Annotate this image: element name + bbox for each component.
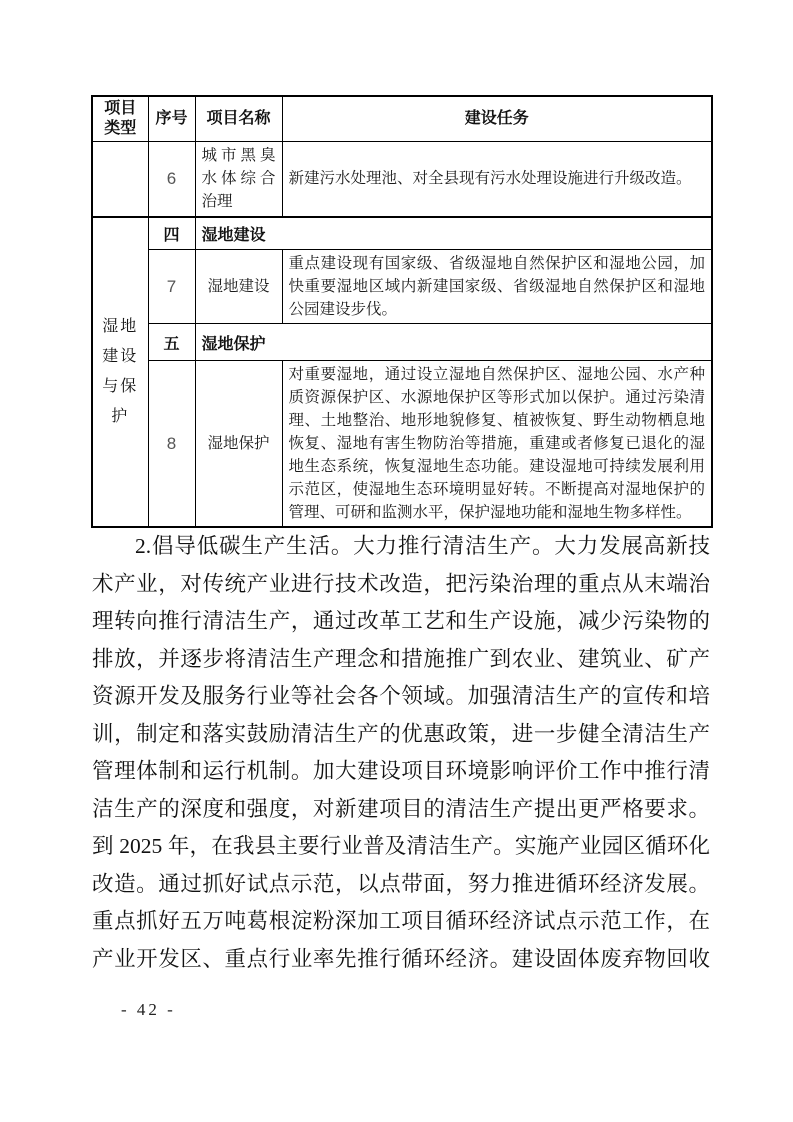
project-type-empty-cell — [92, 142, 148, 217]
header-serial-number: 序号 — [148, 96, 195, 142]
body-paragraph — [92, 528, 710, 978]
header-project-name: 项目名称 — [195, 96, 282, 142]
table-section-row-5 — [92, 324, 712, 361]
table-section-row-4 — [92, 217, 712, 250]
section-number-cell: 五 — [148, 324, 195, 361]
group-label: 湿地建设与保护 — [102, 317, 139, 425]
paragraph-line: 产业开发区、重点行业率先推行循环经济。建设固体废弃物回收 — [92, 946, 710, 971]
row-number-cell: 7 — [148, 250, 195, 324]
header-construction-task: 建设任务 — [282, 96, 712, 142]
table-row-7 — [92, 250, 712, 324]
row-number-cell: 6 — [148, 142, 195, 217]
project-table — [91, 95, 713, 528]
paragraph-line: 到 2025 年，在我县主要行业普及清洁生产。实施产业园区循环化 — [92, 834, 710, 858]
table-header-row — [92, 96, 712, 142]
section-title-cell: 湿地建设 — [195, 217, 712, 250]
header-project-type: 项目类型 — [92, 96, 148, 142]
section-title-cell: 湿地保护 — [195, 324, 712, 361]
table-row-8 — [92, 361, 712, 528]
paragraph-line: 资源开发及服务行业等社会各个领域。加强清洁生产的宣传和培 — [92, 684, 710, 708]
paragraph-line: 2.倡导低碳生产生活。大力推行清洁生产。大力发展高新技 — [135, 534, 710, 558]
project-type-group-cell — [92, 217, 148, 528]
table-row-6 — [92, 142, 712, 217]
paragraph-line: 改造。通过抓好试点示范，以点带面，努力推进循环经济发展。 — [92, 871, 710, 896]
page-number: - 42 - — [121, 1000, 176, 1019]
paragraph-line: 管理体制和运行机制。加大建设项目环境影响评价工作中推行清 — [92, 759, 710, 783]
task-cell: 重点建设现有国家级、省级湿地自然保护区和湿地公园，加快重要湿地区域内新建国家级、省级湿地自然保护区和湿地公园建设步伐。 — [282, 250, 712, 324]
paragraph-line: 术产业，对传统产业进行技术改造，把污染治理的重点从末端治 — [92, 571, 710, 596]
project-name-cell: 湿地建设 — [195, 250, 282, 324]
paragraph-line: 排放，并逐步将清洁生产理念和措施推广到农业、建筑业、矿产 — [92, 646, 710, 671]
paragraph-line: 洁生产的深度和强度，对新建项目的清洁生产提出更严格要求。 — [92, 796, 710, 821]
task-cell: 新建污水处理池、对全县现有污水处理设施进行升级改造。 — [282, 142, 712, 217]
project-name-cell: 城市黑臭水体综合治理 — [195, 142, 282, 217]
paragraph-line: 理转向推行清洁生产，通过改革工艺和生产设施，减少污染物的 — [92, 609, 710, 633]
paragraph-line: 训，制定和落实鼓励清洁生产的优惠政策，进一步健全清洁生产 — [92, 721, 710, 746]
row-number-cell: 8 — [148, 361, 195, 528]
task-cell: 对重要湿地，通过设立湿地自然保护区、湿地公园、水产种质资源保护区、水源地保护区等形式加以保护。通过污染清理、土地整治、地形地貌修复、植被恢复、野生动物栖息地恢复、湿地有害生物防治等措施，重建或者修复已退化的湿地生态系统，恢复湿地生态功能。建设湿地可持续发展利用示范区，使湿地生态环境明显好转。不断提高对湿地保护的管理、可研和监测水平，保护湿地功能和湿地生物多样性。 — [282, 361, 712, 528]
paragraph-line: 重点抓好五万吨葛根淀粉深加工项目循环经济试点示范工作，在 — [92, 909, 710, 933]
section-number-cell: 四 — [148, 217, 195, 250]
project-name-cell: 湿地保护 — [195, 361, 282, 528]
